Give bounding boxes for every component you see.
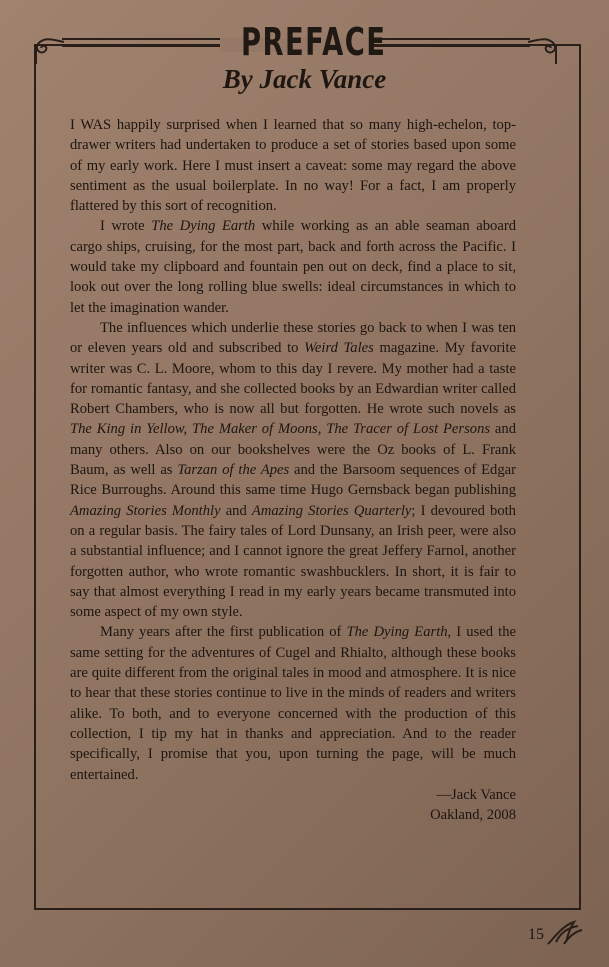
- signature: [70, 785, 516, 826]
- title-rule-right: [370, 38, 530, 47]
- text-run: Many years after the first publication of: [100, 624, 347, 641]
- paragraph: [70, 216, 516, 317]
- text-run: while working as an able seaman aboard cargo ships, cruising, for the most part, back and forth across the Pacific. I would take my clipboard and fountain pen out on deck, find a place to sit, look out over the long rolling blue swells: ideal circumstances in which to let the imagination wander.: [70, 218, 516, 316]
- text-run: and many others. Also on our bookshelves were the Oz books of L. Frank Baum, as well as: [70, 421, 516, 479]
- paragraph: [70, 622, 516, 784]
- italic-title: The Dying Earth: [346, 624, 448, 641]
- italic-title: Amazing Stories Monthly: [70, 502, 221, 519]
- text-run: ; I devoured both on a regular basis. The fairy tales of Lord Dunsany, an Irish peer, were also a substantial influence; and I cannot ignore the great Jeffery Farnol, another forgotten author, who wrote romantic swashbucklers. In short, it is fair to say that almost everything I read in my early years became transmuted into some aspect of my own style.: [70, 502, 516, 621]
- italic-title: The King in Yellow, The Maker of Moons, The Tracer of Lost Persons: [70, 421, 491, 438]
- page-title: PREFACE: [241, 20, 387, 64]
- text-run: The influences which underlie these stories go back to when I was ten or eleven years old and subscribed to: [70, 319, 516, 357]
- byline: By Jack Vance: [222, 64, 387, 94]
- italic-title: Weird Tales: [304, 340, 374, 357]
- paragraphs: [70, 115, 516, 785]
- page-number: 15: [528, 926, 544, 943]
- text-run: and the Barsoom sequences of Edgar Rice Burroughs. Around this same time Hugo Gernsback began publishing: [70, 462, 516, 499]
- page-ornament-icon: [544, 918, 584, 948]
- preface-body: [70, 115, 516, 825]
- flourish-icon: [526, 30, 562, 64]
- italic-title: Amazing Stories Quarterly: [251, 502, 412, 519]
- signature-name: —Jack Vance: [436, 786, 516, 803]
- text-run: and: [220, 502, 252, 519]
- paragraph: [70, 318, 516, 622]
- title-rule-left: [62, 38, 220, 47]
- italic-title: Tarzan of the Apes: [177, 462, 290, 479]
- signature-place: Oakland, 2008: [430, 807, 516, 824]
- flourish-icon: [30, 30, 66, 64]
- text-run: , I used the same setting for the adventures of Cugel and Rhialto, although these books are quite different from the original tales in mood and atmosphere. It is nice to hear that these stories continue to live in the minds of readers and writers alike. To both, and to everyone concerned with the production of this collection, I tip my hat in thanks and appreciation. And to the reader specifically, I promise that you, upon turning the page, will be much entertained.: [70, 624, 516, 783]
- paragraph: [70, 115, 516, 216]
- text-run: magazine. My favorite writer was C. L. Moore, whom to this day I revere. My mother had a taste for romantic fantasy, and she collected books by an Edwardian writer called Robert Chambers, who is now all but forgotten. He wrote such novels as: [70, 340, 516, 418]
- italic-title: The Dying Earth: [151, 218, 256, 235]
- text-run: I WAS happily surprised when I learned that so many high-echelon, top-drawer writers had undertaken to produce a set of stories based upon some of my early work. Here I must insert a caveat: some may regard the above sentiment as the usual boilerplate. In no way! For a fact, I am properly flattered by this sort of recognition.: [70, 117, 516, 215]
- text-run: I wrote: [100, 218, 152, 235]
